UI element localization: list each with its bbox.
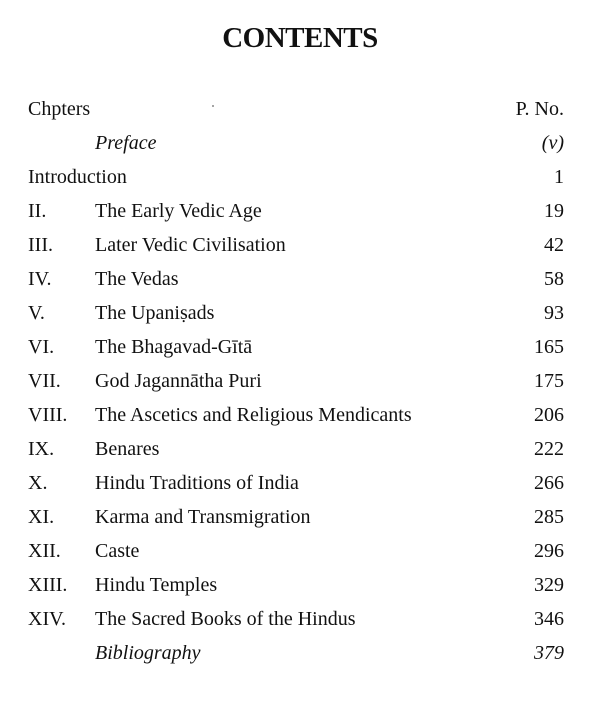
toc-entry bbox=[28, 126, 568, 160]
toc-entry bbox=[28, 160, 568, 194]
chapters-column-header: Chpters bbox=[28, 98, 91, 120]
page-number: 42 bbox=[544, 234, 564, 256]
toc-entry bbox=[28, 432, 568, 466]
toc-entry bbox=[28, 228, 568, 262]
page-number: 58 bbox=[544, 268, 564, 290]
toc-entry bbox=[28, 602, 568, 636]
chapter-title: The Bhagavad-Gītā bbox=[95, 336, 253, 358]
page-number: 266 bbox=[534, 472, 564, 494]
chapter-title: The Ascetics and Religious Mendicants bbox=[95, 404, 412, 426]
chapter-title: Later Vedic Civilisation bbox=[95, 234, 286, 256]
toc-entry bbox=[28, 296, 568, 330]
page-number: 175 bbox=[534, 370, 564, 392]
toc-entry bbox=[28, 262, 568, 296]
page-number: (v) bbox=[541, 132, 564, 154]
chapter-number: VIII. bbox=[28, 404, 68, 426]
toc-entry bbox=[28, 330, 568, 364]
toc-entry bbox=[28, 398, 568, 432]
chapter-title: Bibliography bbox=[95, 642, 201, 664]
page-number: 1 bbox=[554, 166, 564, 188]
chapter-title: Hindu Temples bbox=[95, 574, 218, 596]
toc-entry bbox=[28, 364, 568, 398]
table-of-contents bbox=[28, 92, 568, 670]
toc-entry bbox=[28, 194, 568, 228]
toc-entry bbox=[28, 500, 568, 534]
chapter-number: XI. bbox=[28, 506, 55, 528]
page-number: 296 bbox=[534, 540, 564, 562]
chapter-title: Karma and Transmigration bbox=[95, 506, 311, 528]
page-number: 346 bbox=[534, 608, 564, 630]
chapter-title: The Sacred Books of the Hindus bbox=[95, 608, 356, 630]
chapter-title: Preface bbox=[95, 132, 157, 154]
toc-entry bbox=[28, 568, 568, 602]
chapter-number: III. bbox=[28, 234, 53, 256]
page-number-column-header: P. No. bbox=[515, 98, 564, 120]
chapter-number: VII. bbox=[28, 370, 61, 392]
chapter-title: Hindu Traditions of India bbox=[95, 472, 299, 494]
chapter-title: Caste bbox=[95, 540, 140, 562]
page-number: 222 bbox=[534, 438, 564, 460]
chapter-title: The Vedas bbox=[95, 268, 179, 290]
toc-entries bbox=[28, 126, 568, 670]
chapter-title: The Early Vedic Age bbox=[95, 200, 262, 222]
chapter-number: VI. bbox=[28, 336, 55, 358]
chapter-number: XIV. bbox=[28, 608, 66, 630]
chapter-title: The Upaniṣads bbox=[95, 302, 215, 324]
chapter-number: V. bbox=[28, 302, 45, 324]
chapter-title: God Jagannātha Puri bbox=[95, 370, 262, 392]
toc-entry bbox=[28, 534, 568, 568]
page-number: 285 bbox=[534, 506, 564, 528]
page-number: 329 bbox=[534, 574, 564, 596]
page-number: 19 bbox=[544, 200, 564, 222]
chapter-number: X. bbox=[28, 472, 48, 494]
chapter-number: II. bbox=[28, 200, 47, 222]
page-number: 379 bbox=[534, 642, 564, 664]
page-title: CONTENTS bbox=[222, 22, 378, 54]
chapter-number: IV. bbox=[28, 268, 52, 290]
chapter-title: Benares bbox=[95, 438, 160, 460]
chapter-number: XII. bbox=[28, 540, 61, 562]
page-number: 206 bbox=[534, 404, 564, 426]
toc-entry bbox=[28, 466, 568, 500]
toc-header bbox=[28, 92, 568, 126]
page-number: 165 bbox=[534, 336, 564, 358]
chapter-number: XIII. bbox=[28, 574, 68, 596]
toc-entry bbox=[28, 636, 568, 670]
chapter-number: IX. bbox=[28, 438, 55, 460]
page-number: 93 bbox=[544, 302, 564, 324]
chapter-title: Introduction bbox=[28, 166, 127, 188]
